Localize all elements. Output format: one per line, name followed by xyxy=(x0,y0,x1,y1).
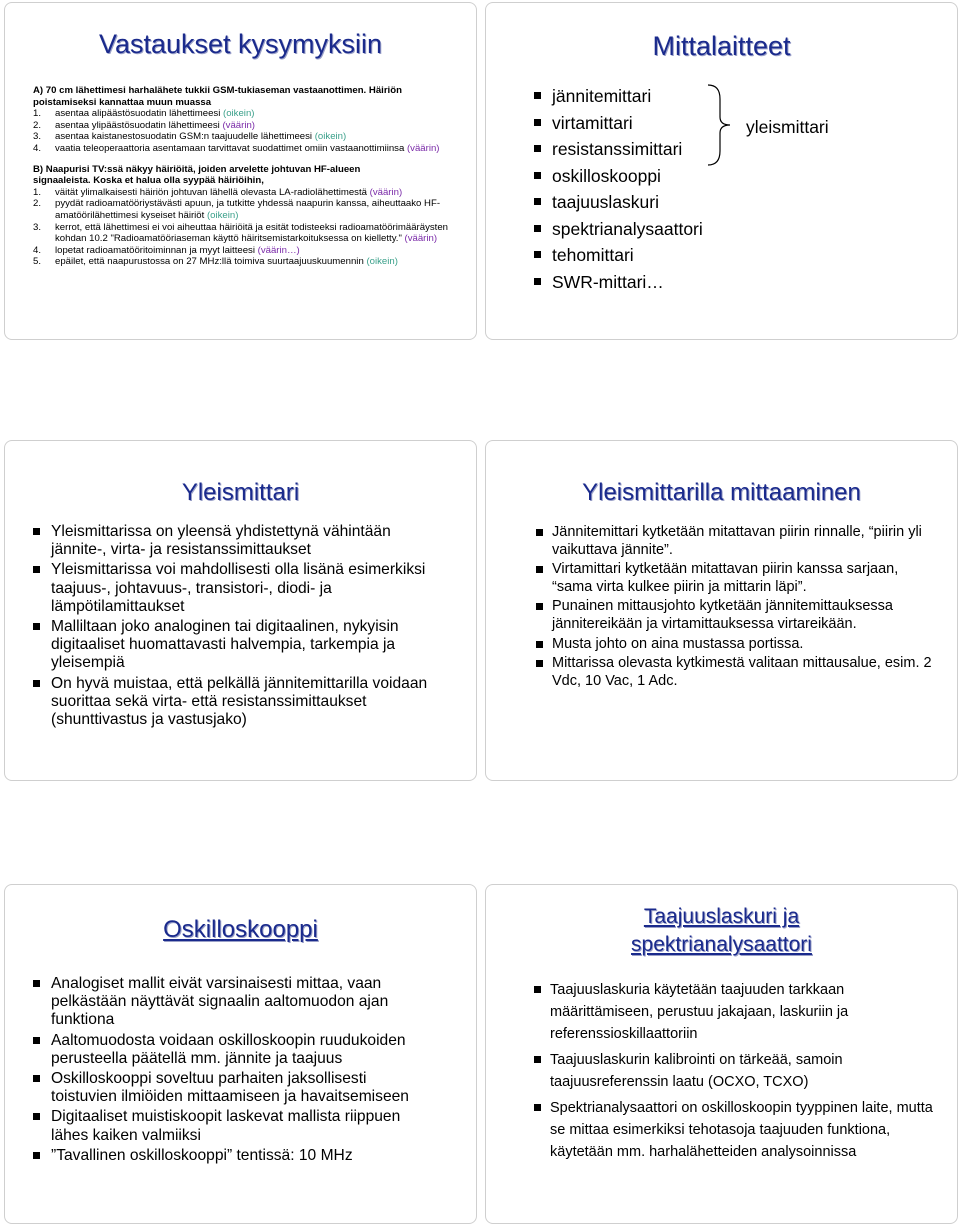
answer-number: 1. xyxy=(33,108,42,120)
bullet-text: Analogiset mallit eivät varsinaisesti mittaa, vaan pelkästään näyttävät signaalin aaltomuodon ajan funktiona xyxy=(51,975,389,1029)
brace-label: yleismittari xyxy=(746,117,829,137)
answer-wrong-mark: (väärin) xyxy=(369,186,403,198)
slide-title: Mittalaitteet xyxy=(652,31,791,61)
slide-title: Vastaukset kysymyksiin xyxy=(98,29,383,59)
answer-correct-mark: (oikein) xyxy=(366,256,398,268)
bullet-item xyxy=(534,163,703,190)
instrument-list xyxy=(534,83,703,295)
bullet-text: Jännitemittari kytketään mitattavan piirin rinnalle, “piirin yli vaikuttava jännite”. xyxy=(552,524,922,558)
square-bullet-icon xyxy=(534,172,541,179)
bullet-item xyxy=(33,1147,433,1165)
bullet-item xyxy=(534,189,703,216)
square-bullet-icon xyxy=(33,566,40,573)
answer-text: vaatia teleoperaattoria asentamaan tarvittavat suodattimet omiin vastaanottimiinsa (väärin) xyxy=(55,142,440,154)
bullet-text: Mittarissa olevasta kytkimestä valitaan mittausalue, esim. 2 Vdc, 10 Vac, 1 Adc. xyxy=(552,655,932,689)
bullet-item xyxy=(534,110,703,137)
bullet-item xyxy=(534,216,703,243)
bullet-item xyxy=(33,561,433,616)
bullet-text: virtamittari xyxy=(552,112,633,133)
bullet-item xyxy=(33,975,433,1030)
section-b-heading: B) Naapurisi TV:ssä näkyy häiriöitä, joiden arvelette johtuvan HF-alueen signaaleista. Koska et halua olla syypää häiriöihin, xyxy=(33,163,361,187)
answer-correct-mark: (oikein) xyxy=(314,131,347,143)
square-bullet-icon xyxy=(534,119,541,126)
bullet-item xyxy=(534,242,703,269)
answer-text: epäilet, että naapurustossa on 27 MHz:llä toimiva suurtaajuuskuumennin (oikein) xyxy=(55,256,398,268)
bullet-item xyxy=(534,83,703,110)
bullet-text: oskilloskooppi xyxy=(552,165,661,186)
bullet-item xyxy=(536,598,936,633)
bullet-item xyxy=(33,675,433,730)
square-bullet-icon xyxy=(536,641,543,648)
bullet-text: Taajuuslaskuria käytetään taajuuden tarkkaan määrittämiseen, perustuu jakajaan, laskuriin ja referenssioskillaattoriin xyxy=(550,982,849,1042)
slide-title-line1: Taajuuslaskuri ja xyxy=(643,905,800,928)
answer-correct-mark: (oikein) xyxy=(206,209,239,221)
answer-item xyxy=(33,143,453,155)
answer-text: asentaa kaistanestosuodatin GSM:n taajuudelle lähettimeesi (oikein) xyxy=(55,131,347,143)
answer-text: asentaa ylipäästösuodatin lähettimeesi (väärin) xyxy=(55,119,255,131)
answer-wrong-mark: (väärin) xyxy=(404,233,438,245)
answer-number: 3. xyxy=(33,131,42,143)
bullet-text: Malliltaan joko analoginen tai digitaalinen, nykyisin digitaaliset huomattavasti halvempia, tarkempia ja yleisempiä xyxy=(51,618,399,672)
slide-oskilloskooppi xyxy=(4,884,477,1224)
answer-item xyxy=(33,245,453,257)
mittaaminen-list xyxy=(536,524,936,692)
answer-item xyxy=(33,222,453,245)
bullet-item xyxy=(534,1097,934,1163)
square-bullet-icon xyxy=(536,660,543,667)
bullet-item xyxy=(33,618,433,673)
answer-number: 5. xyxy=(33,256,42,268)
bullet-item xyxy=(534,979,934,1045)
square-bullet-icon xyxy=(536,603,543,610)
bullet-text: resistanssimittari xyxy=(552,139,683,159)
answer-number: 1. xyxy=(33,186,42,198)
bullet-text: Yleismittarissa voi mahdollisesti olla lisänä esimerkiksi taajuus-, johtavuus-, transistori-, diodi- ja lämpötilamittaukset xyxy=(51,561,426,615)
bullet-text: taajuuslaskuri xyxy=(552,192,659,212)
square-bullet-icon xyxy=(534,145,541,152)
bullet-text: Virtamittari kytketään mitattavan piirin kanssa sarjaan, “sama virta kulkee piirin ja mittarin läpi”. xyxy=(552,561,899,595)
answer-item xyxy=(33,131,453,143)
square-bullet-icon xyxy=(536,566,543,573)
bullet-text: tehomittari xyxy=(552,245,634,265)
brace-shape xyxy=(704,83,734,167)
bullet-text: Musta johto on aina mustassa portissa. xyxy=(552,635,804,652)
taajuuslaskuri-list xyxy=(534,979,934,1167)
answer-item xyxy=(33,198,453,221)
answer-wrong-mark: (väärin…) xyxy=(257,244,300,256)
answer-text: väität ylimalkaisesti häiriön johtuvan lähellä olevasta LA-radiolähettimestä (väärin) xyxy=(55,186,403,198)
square-bullet-icon xyxy=(33,980,40,987)
answer-item xyxy=(33,120,453,132)
bullet-item xyxy=(33,1070,433,1106)
slide-title-line2: spektrianalysaattori xyxy=(631,933,812,956)
square-bullet-icon xyxy=(534,986,541,993)
square-bullet-icon xyxy=(33,1037,40,1044)
slide-title: Yleismittarilla mittaaminen xyxy=(582,479,861,506)
answer-item xyxy=(33,108,453,120)
slide-taajuuslaskuri xyxy=(485,884,958,1224)
slide-vastaukset xyxy=(4,2,477,340)
slide-yleismittari xyxy=(4,440,477,781)
section-a-heading: A) 70 cm lähettimesi harhalähete tukkii GSM-tukiaseman vastaanottimen. Häiriön poistamiseksi kannattaa muun muassa xyxy=(33,85,402,108)
slide-mittalaitteet xyxy=(485,2,958,340)
bullet-text: Aaltomuodosta voidaan oskilloskoopin ruudukoiden perusteella päätellä mm. jännite ja taajuus xyxy=(51,1031,406,1067)
oskilloskooppi-list xyxy=(33,975,433,1167)
answer-number: 2. xyxy=(33,198,42,210)
square-bullet-icon xyxy=(33,1113,40,1120)
answer-number: 3. xyxy=(33,221,42,233)
answer-wrong-mark: (väärin) xyxy=(406,142,440,154)
slide-title: Yleismittari xyxy=(181,479,300,506)
bullet-item xyxy=(33,523,433,559)
square-bullet-icon xyxy=(33,528,40,535)
answer-item xyxy=(33,256,453,268)
answer-correct-mark: (oikein) xyxy=(223,108,255,120)
bullet-text: Oskilloskooppi soveltuu parhaiten jaksollisesti toistuvien ilmiöiden mittaamiseen ja havaitsemiseen xyxy=(51,1070,409,1106)
answer-text: pyydät radioamatööriystävästi apuun, ja tutkitte yhdessä naapurin kanssa, aiheuttaako HF-amatöörilähettimesi kyseiset häiriöt (oikein) xyxy=(55,198,441,221)
bullet-item xyxy=(536,524,936,559)
square-bullet-icon xyxy=(33,1075,40,1082)
bullet-text: Spektrianalysaattori on oskilloskoopin tyyppinen laite, mutta se mittaa esimerkiksi tehotasoja taajuuden funktiona, käytetään mm. harhalähetteiden analysoinnissa xyxy=(550,1100,933,1160)
bullet-item xyxy=(534,269,703,296)
bullet-text: jännitemittari xyxy=(552,86,652,106)
bullet-item xyxy=(536,561,936,596)
answer-text: kerrot, että lähettimesi ei voi aiheuttaa häiriöitä ja esität todisteeksi radioamatöörimääräysten kohdan 10.2 "Radioamatööriaseman käyttö häiritsemistarkoituksessa on kielletty." (väärin) xyxy=(55,221,449,245)
answer-text: asentaa alipäästösuodatin lähettimeesi (oikein) xyxy=(55,108,255,120)
section-a xyxy=(33,85,453,268)
square-bullet-icon xyxy=(534,1104,541,1111)
bullet-item xyxy=(534,1049,934,1093)
bullet-item xyxy=(33,1032,433,1068)
bullet-text: Taajuuslaskurin kalibrointi on tärkeää, samoin taajuusreferenssin laatu (OCXO, TCXO) xyxy=(550,1052,843,1090)
bullet-item xyxy=(536,655,936,690)
yleismittari-list xyxy=(33,523,433,731)
answer-wrong-mark: (väärin) xyxy=(222,119,255,131)
bullet-item xyxy=(536,636,936,654)
section-b-list xyxy=(33,187,453,268)
square-bullet-icon xyxy=(33,680,40,687)
bullet-item xyxy=(33,1108,433,1144)
answer-text: lopetat radioamatööritoiminnan ja myyt laitteesi (väärin…) xyxy=(55,244,300,256)
section-a-list xyxy=(33,108,453,154)
bullet-text: On hyvä muistaa, että pelkällä jännitemittarilla voidaan suorittaa sekä virta- että resistanssimittaukset (shunttivastus ja vastusjako) xyxy=(51,674,428,729)
square-bullet-icon xyxy=(536,529,543,536)
answer-number: 4. xyxy=(33,244,42,256)
square-bullet-icon xyxy=(534,198,541,205)
square-bullet-icon xyxy=(534,92,541,99)
square-bullet-icon xyxy=(534,278,541,285)
bullet-text: SWR-mittari… xyxy=(552,271,664,292)
bullet-text: Yleismittarissa on yleensä yhdistettynä vähintään jännite-, virta- ja resistanssimittaukset xyxy=(51,523,391,559)
answer-number: 2. xyxy=(33,119,42,131)
bullet-text: Punainen mittausjohto kytketään jännitemittauksessa jännitereikään ja virtamittauksessa virtareikään. xyxy=(552,598,893,632)
bullet-text: spektrianalysaattori xyxy=(552,218,703,239)
bullet-text: ”Tavallinen oskilloskooppi” tentissä: 10 MHz xyxy=(51,1146,353,1164)
square-bullet-icon xyxy=(534,1056,541,1063)
square-bullet-icon xyxy=(33,623,40,630)
bullet-text: Digitaaliset muistiskoopit laskevat mallista riippuen lähes kaiken valmiiksi xyxy=(51,1108,401,1144)
square-bullet-icon xyxy=(33,1152,40,1159)
slide-yleismittarilla-mittaaminen xyxy=(485,440,958,781)
bullet-item xyxy=(534,136,703,163)
slide-title: Oskilloskooppi xyxy=(163,916,318,943)
square-bullet-icon xyxy=(534,225,541,232)
answer-item xyxy=(33,187,453,199)
square-bullet-icon xyxy=(534,251,541,258)
answer-number: 4. xyxy=(33,142,42,154)
